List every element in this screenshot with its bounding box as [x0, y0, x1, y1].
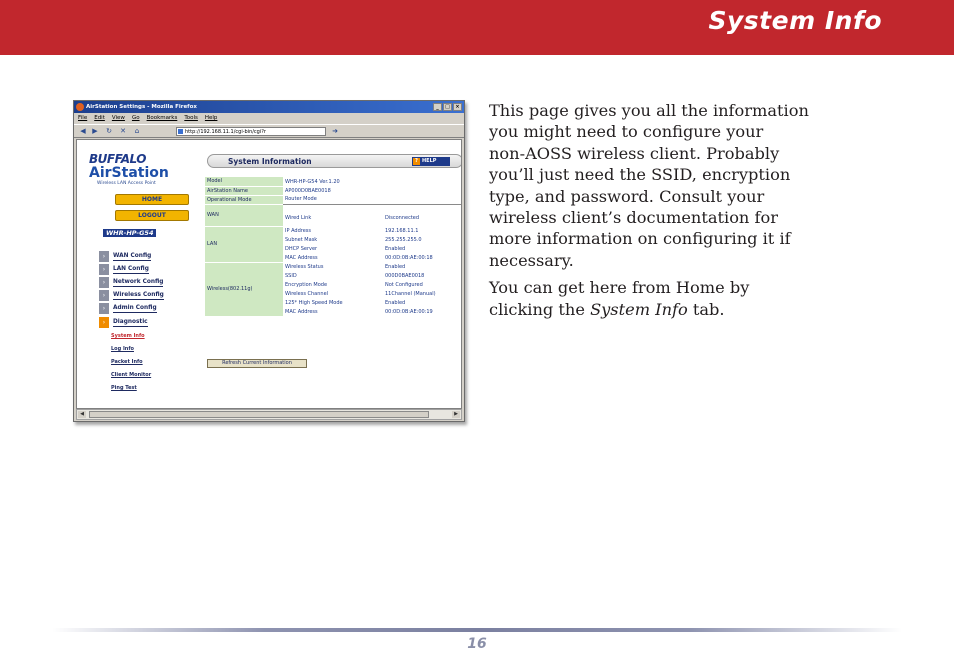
panel-title: System Information [228, 157, 312, 166]
sub-ping-test[interactable]: Ping Test [111, 385, 137, 391]
product-logo: AirStation [89, 165, 169, 181]
chevron-right-icon: › [99, 264, 109, 275]
paragraph-1 [489, 100, 869, 271]
row-value: 255.255.255.0 [385, 236, 422, 243]
text-run: clicking the [489, 299, 591, 319]
row-key: DHCP Server [285, 245, 318, 252]
menu-item-label: LAN Config [113, 266, 149, 272]
sub-log-info[interactable]: Log Info [111, 346, 134, 352]
row-value: Enabled [385, 245, 406, 252]
sub-system-info[interactable]: System Info [111, 333, 145, 339]
text-line: You can get here from Home by [489, 278, 750, 298]
row-value: Enabled [385, 299, 406, 306]
home-icon[interactable]: ⌂ [134, 127, 140, 135]
firefox-icon [76, 103, 84, 111]
menu-wireless-config[interactable] [99, 290, 189, 301]
row-value: Disconnected [385, 214, 420, 221]
row-category: AirStation Name [205, 186, 283, 195]
row-value: WHR-HP-G54 Ver.1.20 [285, 178, 340, 185]
menu-diagnostic[interactable] [99, 317, 189, 328]
horizontal-scrollbar[interactable] [76, 409, 462, 420]
brand-logo: BUFFALO [89, 152, 146, 166]
window-controls [433, 103, 462, 111]
browser-menubar [74, 113, 464, 123]
home-button[interactable]: HOME [115, 194, 189, 205]
menu-bookmarks[interactable]: Bookmarks [146, 115, 178, 121]
table-row [205, 195, 462, 204]
footer-rule [52, 628, 902, 632]
text-line: you’ll just need the SSID, encryption [489, 165, 791, 185]
menu-admin-config[interactable] [99, 303, 189, 314]
menu-lan-config[interactable] [99, 264, 189, 275]
chevron-right-icon: › [99, 251, 109, 262]
product-subtitle: Wireless LAN Access Point [97, 181, 156, 186]
menu-help[interactable]: Help [204, 115, 218, 121]
menu-tools[interactable]: Tools [184, 115, 198, 121]
row-value: 000D0BAE0018 [385, 272, 425, 279]
row-value: AP000D0BAE0018 [285, 187, 331, 194]
browser-screenshot [73, 100, 465, 422]
text-line: more information on configuring it if [489, 229, 791, 249]
close-icon[interactable]: × [453, 103, 462, 111]
url-input[interactable] [176, 127, 326, 136]
help-label: HELP [422, 158, 437, 164]
scroll-left-icon[interactable]: ◀ [78, 411, 86, 418]
row-key: Wireless Status [285, 263, 324, 270]
minimize-icon[interactable]: _ [433, 103, 442, 111]
system-info-panel [203, 140, 462, 409]
emphasis-system-info: System Info [590, 299, 688, 319]
text-line [489, 299, 869, 320]
row-key: Subnet Mask [285, 236, 318, 243]
row-value: 00:0D:0B:AE:00:18 [385, 254, 433, 261]
row-key: SSID [285, 272, 297, 279]
help-icon: ? [413, 158, 420, 165]
menu-view[interactable]: View [111, 115, 125, 121]
text-line: you might need to configure your [489, 122, 764, 142]
logout-button[interactable]: LOGOUT [115, 210, 189, 221]
text-line: wireless client’s documentation for [489, 208, 778, 228]
row-category: WAN [205, 204, 283, 226]
chevron-right-icon: › [99, 277, 109, 288]
text-line: type, and password. Consult your [489, 186, 765, 206]
maximize-icon[interactable]: □ [443, 103, 452, 111]
row-category: Wireless(802.11g) [205, 262, 283, 316]
url-text: http://192.168.11.1/cgi-bin/cgi?r [185, 129, 266, 135]
window-title: AirStation Settings - Mozilla Firefox [86, 104, 197, 110]
text-run: tab. [687, 299, 725, 319]
body-text [489, 100, 869, 326]
row-value: 192.168.11.1 [385, 227, 419, 234]
menu-item-label: Diagnostic [113, 319, 148, 325]
header-banner [0, 0, 954, 55]
row-key: Encryption Mode [285, 281, 328, 288]
chevron-right-icon: › [99, 303, 109, 314]
table-row [205, 226, 462, 235]
router-sidebar [77, 140, 199, 409]
text-line: This page gives you all the information [489, 101, 809, 120]
forward-icon[interactable]: ▶ [92, 127, 98, 135]
paragraph-2 [489, 277, 869, 320]
scroll-right-icon[interactable]: ▶ [452, 411, 460, 418]
row-category: Model [205, 177, 283, 186]
chevron-right-icon: › [99, 317, 109, 328]
row-value: Not Configured [385, 281, 423, 288]
page-title: System Info [708, 6, 882, 35]
menu-item-label: WAN Config [113, 253, 152, 259]
row-key: 125* High Speed Mode [285, 299, 343, 306]
row-key: Wireless Channel [285, 290, 329, 297]
row-value: 11Channel (Manual) [385, 290, 436, 297]
stop-icon[interactable]: ✕ [120, 127, 126, 135]
reload-icon[interactable]: ↻ [106, 127, 112, 135]
table-row [205, 186, 462, 195]
row-key: MAC Address [285, 254, 318, 261]
page-number: 16 [467, 636, 487, 652]
row-value: Router Mode [285, 196, 317, 203]
browser-toolbar [74, 124, 464, 138]
chevron-right-icon: › [99, 290, 109, 301]
row-category: Operational Mode [205, 195, 283, 204]
menu-go[interactable]: Go [131, 115, 140, 121]
menu-network-config[interactable] [99, 277, 189, 288]
scroll-thumb[interactable] [89, 411, 429, 418]
menu-item-label: Network Config [113, 279, 164, 285]
row-key: MAC Address [285, 308, 318, 315]
menu-item-label: Admin Config [113, 305, 157, 311]
system-info-table [205, 177, 462, 317]
sub-client-monitor[interactable]: Client Monitor [111, 372, 152, 378]
sub-packet-info[interactable]: Packet Info [111, 359, 143, 365]
menu-wan-config[interactable] [99, 251, 189, 262]
back-icon[interactable]: ◀ [80, 127, 86, 135]
menu-file[interactable]: File [78, 115, 88, 121]
table-row [205, 262, 462, 271]
browser-titlebar [74, 101, 464, 113]
favicon-icon [178, 129, 183, 134]
text-line: non-AOSS wireless client. Probably [489, 143, 780, 163]
refresh-button[interactable]: Refresh Current Information [207, 359, 307, 368]
row-value: 00:0D:0B:AE:00:19 [385, 308, 433, 315]
menu-item-label: Wireless Config [113, 292, 164, 298]
table-row [205, 177, 462, 186]
go-icon[interactable]: ➜ [332, 127, 338, 135]
panel-header [207, 154, 462, 168]
text-line: necessary. [489, 250, 574, 270]
browser-content [76, 139, 462, 409]
menu-edit[interactable]: Edit [94, 115, 105, 121]
row-key: Wired Link [285, 214, 312, 221]
help-button[interactable] [412, 157, 450, 166]
row-category: LAN [205, 226, 283, 262]
row-value: Enabled [385, 263, 406, 270]
model-tag: WHR-HP-G54 [103, 229, 156, 237]
row-key: IP Address [285, 227, 311, 234]
